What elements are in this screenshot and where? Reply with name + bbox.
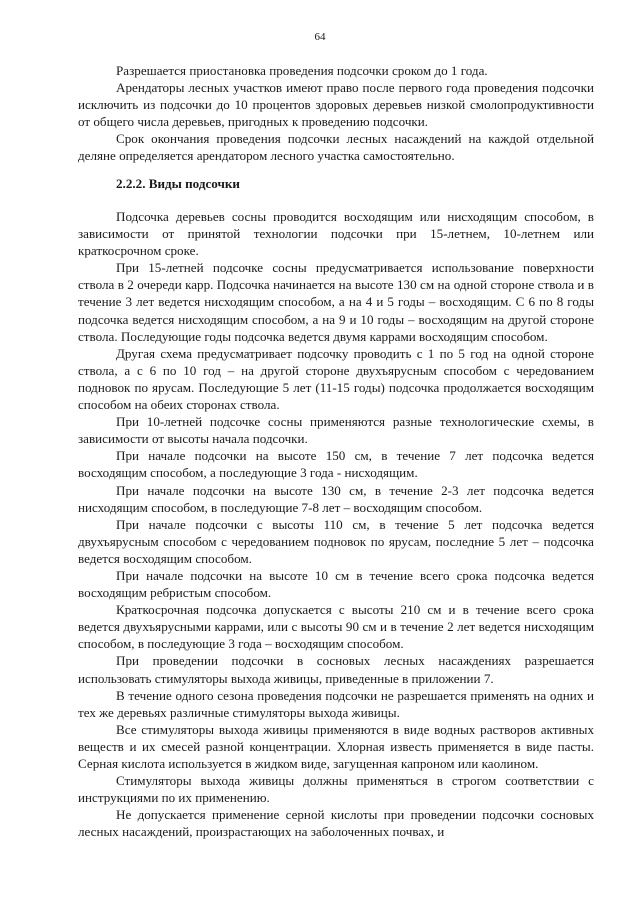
paragraph: При начале подсочки с высоты 110 см, в течение 5 лет подсочка ведется двухъярусным способом с чередованием подновок по ярусам, последние 5 лет – подсочка ведется восходящим способом.: [78, 516, 594, 566]
section-heading: 2.2.2. Виды подсочки: [116, 176, 240, 191]
paragraph: Арендаторы лесных участков имеют право после первого года проведения подсочки исключить из подсочки до 10 процентов здоровых деревьев низкой смолопродуктивности от общего числа деревьев, пригодных к проведению подсочки.: [78, 80, 594, 130]
paragraph: Краткосрочная подсочка допускается с высоты 210 см и в течение всего срока ведется двухъярусными каррами, или с высоты 90 см и в течение 2 лет ведется нисходящим способом, в последующие 3 года – восходящим способом.: [78, 602, 594, 652]
paragraph: При начале подсочки на высоте 130 см, в течение 2-3 лет подсочка ведется нисходящим способом, в последующие 7-8 лет – восходящим способом.: [78, 482, 594, 515]
paragraph: При начале подсочки на высоте 10 см в течение всего срока подсочка ведется восходящим ребристым способом.: [78, 567, 594, 601]
intro-text: [78, 62, 594, 165]
paragraph: Подсочка деревьев сосны проводится восходящим или нисходящим способом, в зависимости от принятой технологии подсочки при 15-летнем, 10-летнем или краткосрочном сроке.: [78, 209, 594, 259]
paragraph: Срок окончания проведения подсочки лесных насаждений на каждой отдельной деляне определяется арендатором лесного участка самостоятельно.: [78, 131, 594, 164]
page-number: 64: [314, 31, 326, 43]
paragraph: Не допускается применение серной кислоты при проведении подсочки сосновых лесных насаждений, произрастающих на заболоченных почвах, и: [78, 807, 594, 840]
paragraph: При 15-летней подсочке сосны предусматривается использование поверхности ствола в 2 очереди карр. Подсочка начинается на высоте 130 см на одной стороне ствола и в течение 3 лет ведется нисходящим способом, а на 4 и 5 годы – восходящим. С 6 по 8 годы подсочка ведется нисходящим способом, а на 9 и 10 годы – восходящим на другой стороне ствола. Последующие годы подсочка ведется двумя каррами восходящим способом.: [78, 260, 594, 344]
paragraph: При начале подсочки на высоте 150 см, в течение 7 лет подсочка ведется восходящим способом, а последующие 3 года - нисходящим.: [78, 448, 594, 481]
section-text: [78, 208, 594, 840]
paragraph: При проведении подсочки в сосновых лесных насаждениях разрешается использовать стимуляторы выхода живицы, приведенные в приложении 7.: [78, 653, 594, 686]
paragraph: В течение одного сезона проведения подсочки не разрешается применять на одних и тех же деревьях различные стимуляторы выхода живицы.: [78, 687, 594, 720]
paragraph: Другая схема предусматривает подсочку проводить с 1 по 5 год на одной стороне ствола, а с 6 по 10 год – на другой стороне двухъярусным способом с чередованием подновок по ярусам. Последующие 5 лет (11-15 годы) подсочка продолжается восходящим способом на обеих сторонах ствола.: [78, 345, 594, 413]
paragraph: Разрешается приостановка проведения подсочки сроком до 1 года.: [116, 63, 488, 78]
paragraph: Стимуляторы выхода живицы должны применяться в строгом соответствии с инструкциями по их применению.: [78, 773, 594, 806]
paragraph: Все стимуляторы выхода живицы применяются в виде водных растворов активных веществ и их смесей разной концентрации. Хлорная известь применяется в виде пасты. Серная кислота используется в жидком виде, загущенная капроном или каолином.: [78, 721, 594, 771]
paragraph: При 10-летней подсочке сосны применяются разные технологические схемы, в зависимости от высоты начала подсочки.: [78, 414, 594, 447]
